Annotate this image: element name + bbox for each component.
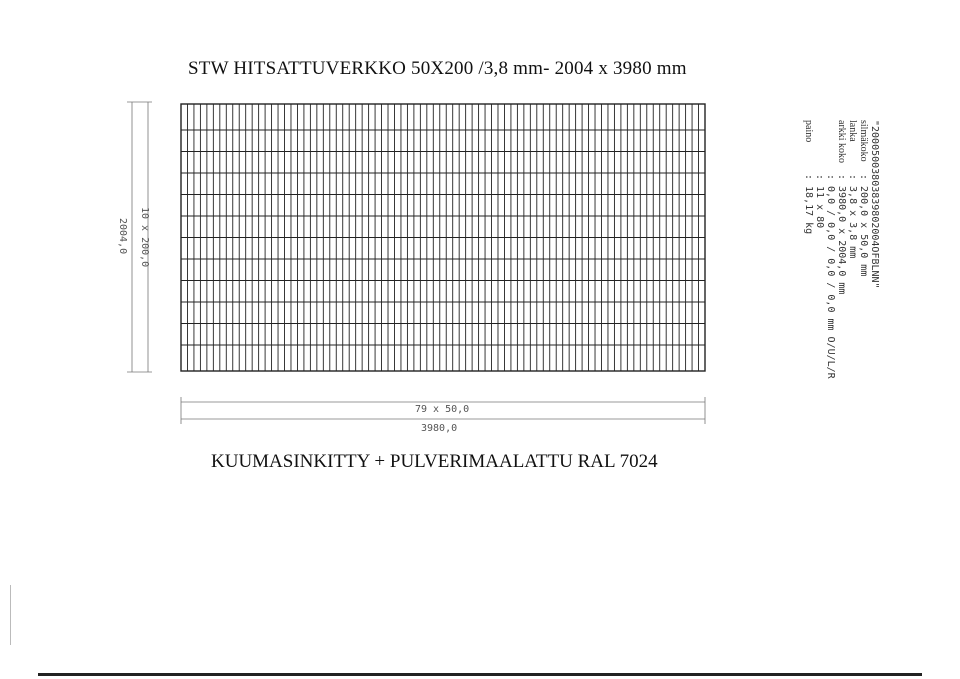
spec-code: "20005003803839802004OFBLNN" xyxy=(869,120,880,289)
mesh-grid xyxy=(181,104,705,371)
horizontal-dimension-inner: 79 x 50,0 xyxy=(415,404,470,415)
spec-value: : 0,0 / 0,0 / 0,0 / 0,0 mm O/U/L/R xyxy=(825,174,836,379)
spec-label: silmäkoko xyxy=(858,120,869,162)
spec-value: : 3980,0 x 2004,0 mm xyxy=(836,174,847,295)
scan-edge xyxy=(10,585,11,645)
spec-row xyxy=(803,120,814,379)
spec-value: : 11 x 80 xyxy=(814,174,825,229)
document-title: STW HITSATTUVERKKO 50X200 /3,8 mm- 2004 x 3980 mm xyxy=(188,58,687,79)
spec-row xyxy=(814,120,825,379)
spec-row xyxy=(836,120,847,379)
spec-label: paino xyxy=(803,120,814,143)
horizontal-dimension-outer: 3980,0 xyxy=(421,423,458,434)
document-subtitle: KUUMASINKITTY + PULVERIMAALATTU RAL 7024 xyxy=(211,451,658,472)
spec-label: lanka xyxy=(847,120,858,142)
bottom-rule xyxy=(38,673,922,676)
spec-value: : 3,8 x 3,8 mm xyxy=(847,174,858,259)
spec-row xyxy=(825,120,836,379)
spec-block xyxy=(803,120,880,379)
spec-row xyxy=(858,120,869,379)
spec-value: : 200,0 x 50,0 mm xyxy=(858,174,869,277)
spec-label xyxy=(825,120,836,174)
spec-label xyxy=(814,120,825,174)
vertical-dimension-outer: 2004,0 xyxy=(117,218,128,255)
spec-value: : 18,17 kg xyxy=(803,174,814,235)
spec-label: arkki koko xyxy=(836,120,847,164)
spec-row xyxy=(847,120,858,379)
vertical-dimension-inner: 10 x 200,0 xyxy=(139,207,150,268)
